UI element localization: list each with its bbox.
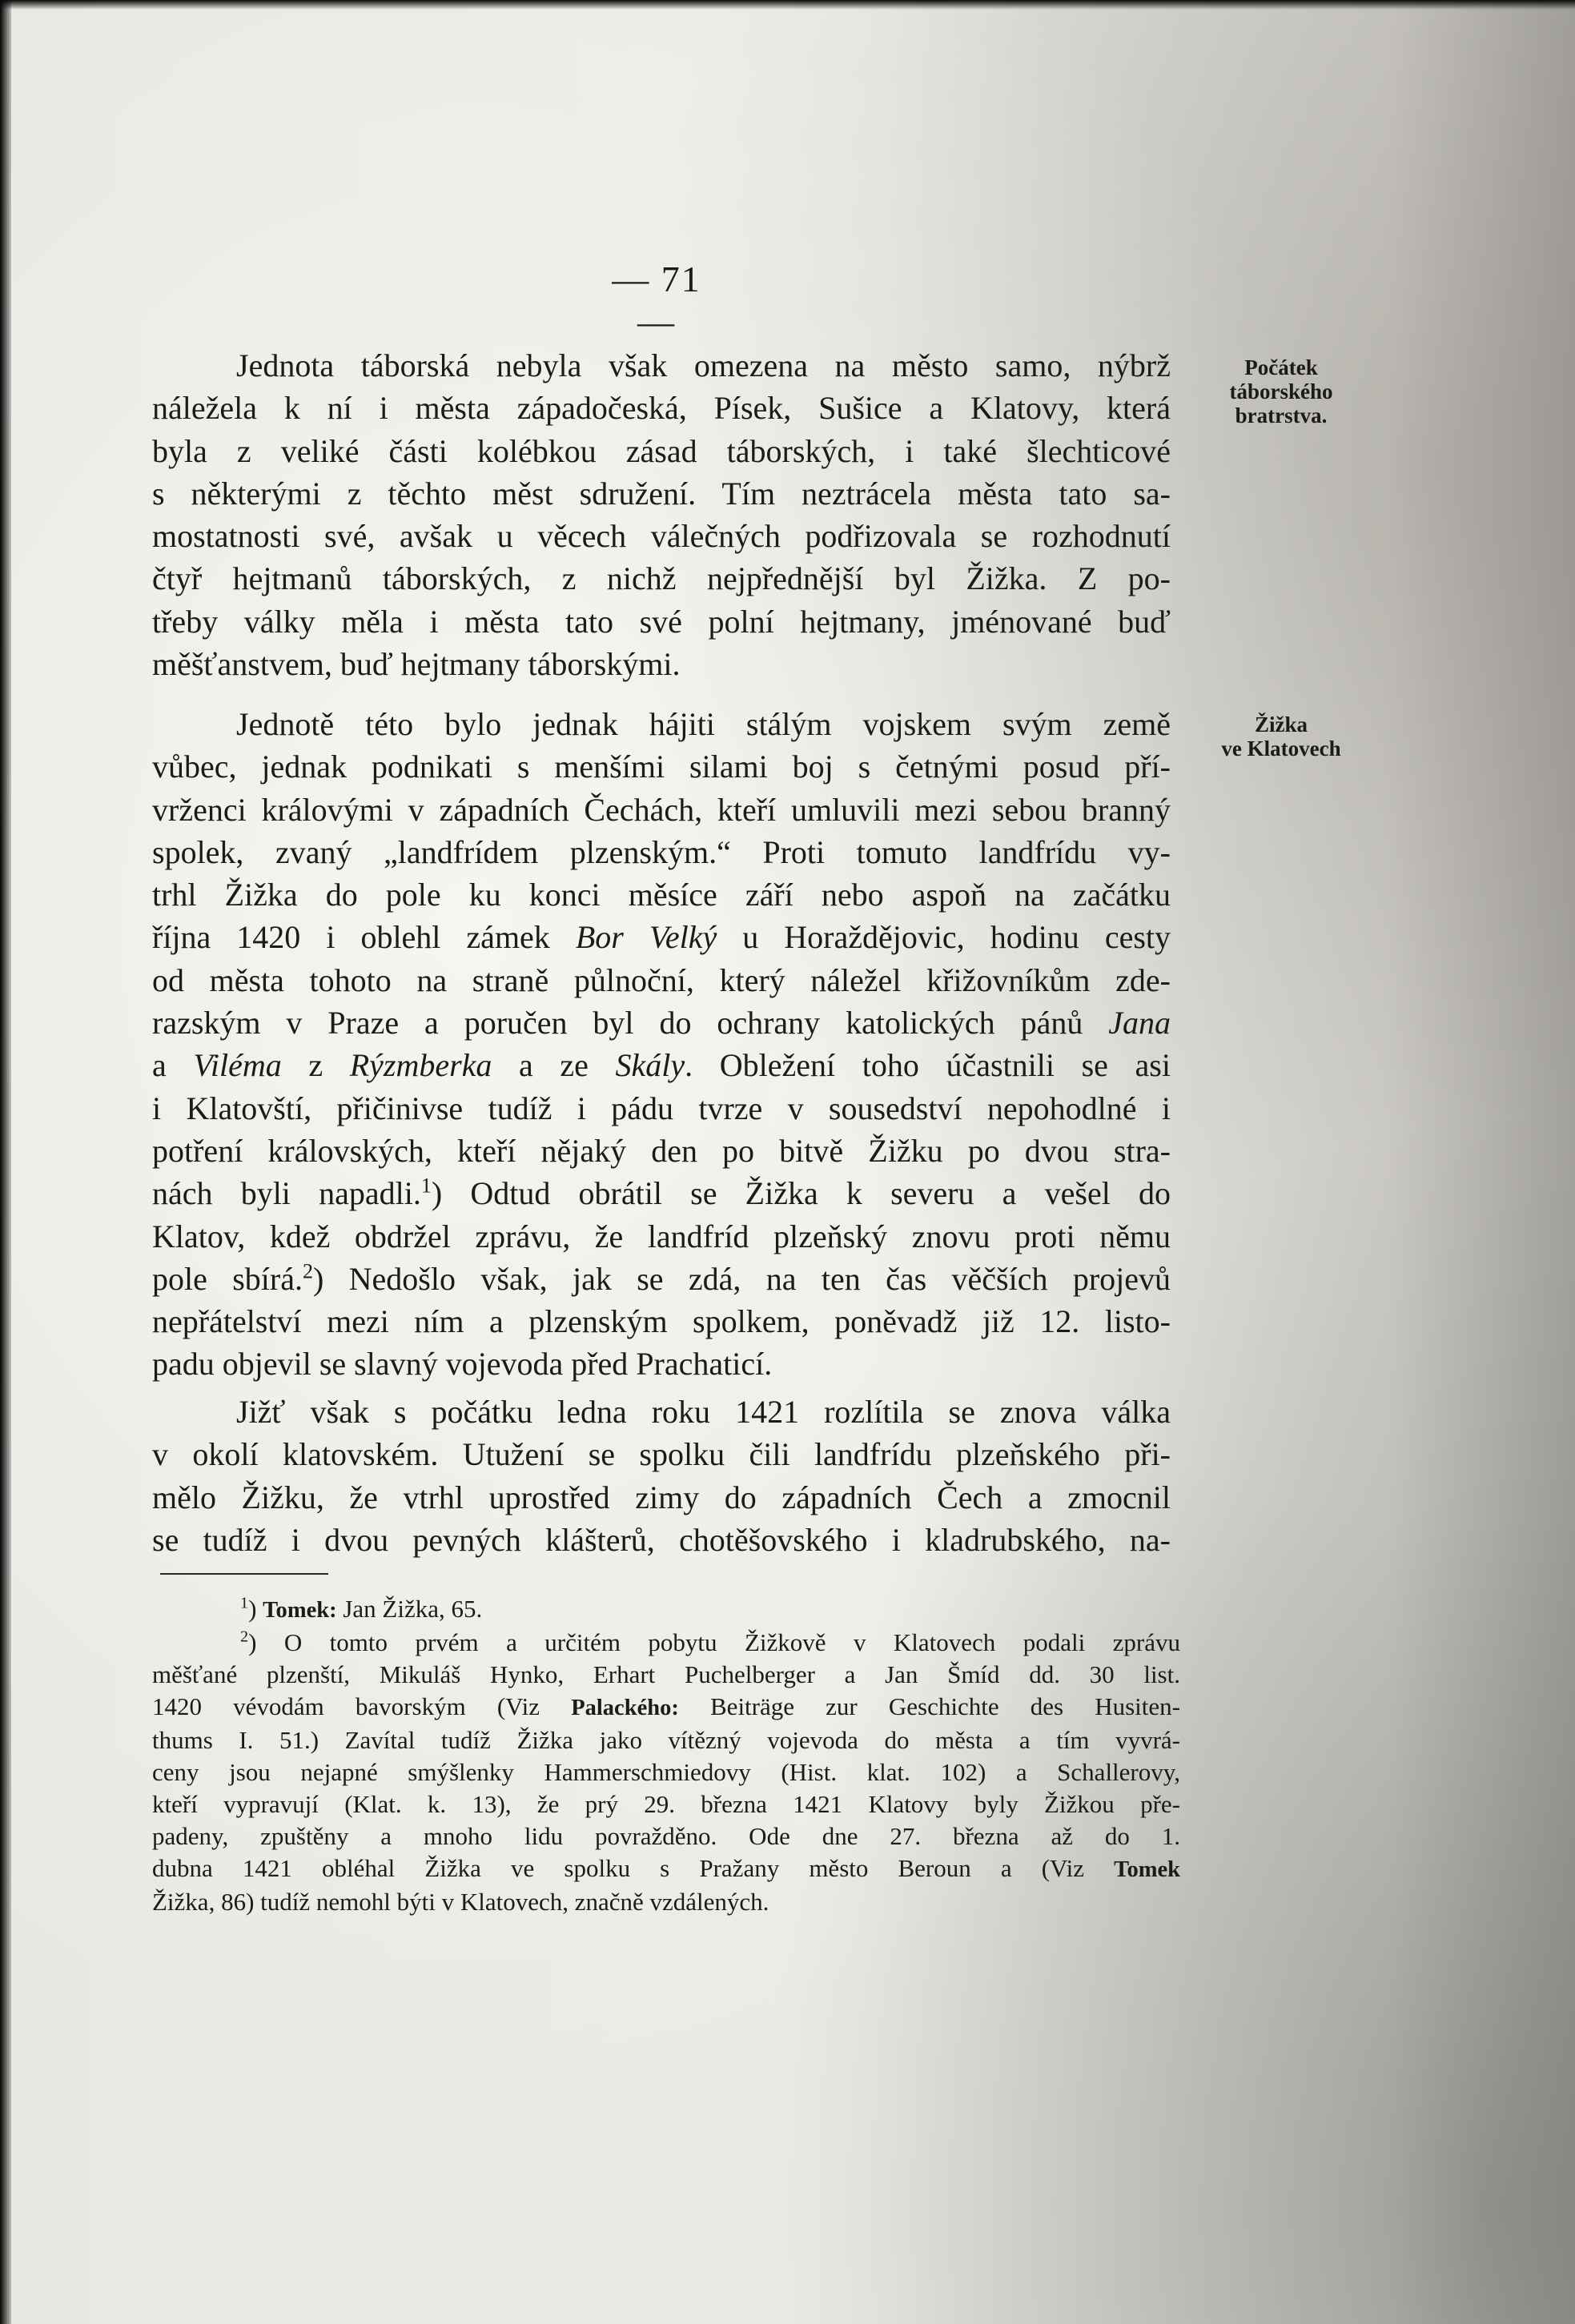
footnote-ref-1: 1 — [420, 1174, 432, 1198]
person-name-jana: Jana — [1108, 1005, 1171, 1042]
text-line: vrženci královými v západních Čechách, kteří umluvili mezi sebou branný — [152, 791, 1171, 828]
text-line: byla z veliké části kolébkou zásad táborských, i také šlechticové — [152, 432, 1171, 469]
margin-note-zizka-klatovy — [1185, 712, 1377, 761]
text-run: dubna 1421 obléhal Žižka ve spolku s Pražany město Beroun a (Viz — [152, 1854, 1115, 1882]
text-line — [152, 916, 1171, 958]
footnote-author: Palackého: — [571, 1696, 679, 1720]
text-run: ) Odtud obrátil se Žižka k severu a vešel do — [431, 1175, 1171, 1212]
margin-note-line: Počátek — [1244, 355, 1318, 379]
footnote-line — [152, 1691, 1180, 1724]
text-run: . Obležení toho účastnili se asi — [685, 1047, 1171, 1084]
margin-note-line: Žižka — [1254, 712, 1308, 737]
footnote-line: Žižka, 86) tudíž nemohl býti v Klatovech, značně vzdálených. — [152, 1888, 769, 1916]
paragraph-2 — [152, 703, 1171, 1386]
margin-note-pocatek — [1185, 355, 1377, 427]
text-line: mělo Žižku, že vtrhl uprostřed zimy do západních Čech a zmocnil — [152, 1479, 1171, 1515]
text-line — [152, 1258, 1171, 1300]
text-run: a — [152, 1047, 194, 1084]
text-run: nách byli napadli. — [152, 1175, 421, 1212]
text-line: Klatov, kdež obdržel zprávu, že landfríd plzeňský znovu proti němu — [152, 1218, 1171, 1254]
text-run: Beiträge zur Geschichte des Husiten- — [678, 1692, 1180, 1720]
text-line: s některými z těchto měst sdružení. Tím neztrácela města tato sa- — [152, 475, 1171, 512]
footnote-marker: 2 — [240, 1628, 249, 1646]
footnote-1: $^1$) Tomek: Jan Žižka, 65. — [240, 1594, 483, 1623]
text-line: čtyř hejtmanů táborských, z nichž nejpřednější byl Žižka. Z po- — [152, 560, 1171, 597]
margin-note-line: ve Klatovech — [1221, 737, 1341, 761]
footnote-line: ceny jsou nejapné smýšlenky Hammerschmiedovy (Hist. klat. 102) a Schallerovy, — [152, 1758, 1180, 1786]
text-line — [152, 1044, 1171, 1086]
page-edge-shadow-left — [0, 0, 11, 2324]
margin-note-line: táborského — [1229, 379, 1333, 403]
footnote-line: padeny, zpuštěny a mnoho lidu povražděno. Ode dne 27. března až do 1. — [152, 1822, 1180, 1850]
text-line — [152, 1172, 1171, 1214]
footnote-author: Tomek — [1114, 1857, 1180, 1882]
text-line: mostatnosti své, avšak u věcech válečných podřizovala se rozhodnutí — [152, 518, 1171, 555]
paragraph-1 — [152, 344, 1171, 685]
text-line: se tudíž i dvou pevných klášterů, chotěšovského i kladrubského, na- — [152, 1521, 1171, 1558]
text-line: potření královských, kteří nějaký den po bitvě Žižku po dvou stra- — [152, 1132, 1171, 1169]
text-line: spolek, zvaný „landfrídem plzenským.“ Proti tomuto landfrídu vy- — [152, 833, 1171, 870]
text-line: Jednotě této bylo jednak hájiti stálým vojskem svým země — [236, 706, 1171, 742]
text-line: Jednota táborská nebyla však omezena na město samo, nýbrž — [236, 347, 1171, 383]
paragraph-3 — [152, 1391, 1171, 1561]
footnote-line: thums I. 51.) Zavítal tudíž Žižka jako vítězný vojevoda do města a tím vyvrá- — [152, 1726, 1180, 1754]
margin-note-line: bratrstva. — [1235, 403, 1328, 427]
page-number: — 71 — — [612, 259, 701, 342]
text-run: ) O tomto prvém a určitém pobytu Žižkově v Klatovech podali zprávu — [248, 1628, 1180, 1656]
footnote-ref-2: 2 — [302, 1259, 313, 1283]
footnote-divider — [160, 1573, 328, 1575]
text-line: padu objevil se slavný vojevoda před Prachaticí. — [152, 1346, 773, 1383]
text-line: v okolí klatovském. Utužení se spolku čili landfrídu plzeňského při- — [152, 1436, 1171, 1473]
text-run: ) Nedošlo však, jak se zdá, na ten čas věčších projevů — [312, 1260, 1171, 1297]
footnote-marker: 1 — [240, 1594, 249, 1612]
page-edge-shadow-top — [0, 0, 1575, 10]
text-run: pole sbírá. — [152, 1260, 303, 1297]
text-line: nepřátelství mezi ním a plzenským spolkem, poněvadž již 12. listo- — [152, 1303, 1171, 1340]
footnotes — [152, 1593, 1180, 1918]
text-line: vůbec, jednak podnikati s menšími silami boj s četnými posud pří- — [152, 749, 1171, 785]
text-line: třeby války měla i města tato své polní hejtmany, jménované buď — [152, 603, 1171, 640]
text-run: Jan Žižka, 65. — [336, 1595, 483, 1623]
footnote-2 — [152, 1627, 1180, 1659]
footnote-line — [152, 1852, 1180, 1886]
text-run: u Horaždějovic, hodinu cesty — [717, 919, 1171, 956]
text-line — [152, 1001, 1171, 1044]
text-line: od města tohoto na straně půlnoční, který náležel křižovníkům zde- — [152, 961, 1171, 998]
place-name-ryzmberka: Rýzmberka — [349, 1047, 492, 1084]
text-run: z — [281, 1047, 350, 1084]
place-name-bor-velky: Bor Velký — [575, 919, 717, 956]
footnote-author: Tomek: — [263, 1598, 337, 1623]
person-name-vilema: Viléma — [193, 1047, 282, 1084]
footnote-line: kteří vypravují (Klat. k. 13), že prý 29. března 1421 Klatovy byly Žižkou pře- — [152, 1790, 1180, 1818]
text-run: října 1420 i oblehl zámek — [152, 919, 576, 956]
footnote-line: měšťané plzenští, Mikuláš Hynko, Erhart Puchelberger a Jan Šmíd dd. 30 list. — [152, 1660, 1180, 1688]
text-run: razským v Praze a poručen byl do ochrany katolických pánů — [152, 1005, 1109, 1042]
text-line: náležela k ní i města západočeská, Písek, Sušice a Klatovy, která — [152, 390, 1171, 427]
text-line: trhl Žižka do pole ku konci měsíce září nebo aspoň na začátku — [152, 877, 1171, 913]
text-line: měšťanstvem, buď hejtmany táborskými. — [152, 646, 681, 683]
text-line: i Klatovští, přičinivse tudíž i pádu tvrze v sousedství nepohodlné i — [152, 1090, 1171, 1126]
place-name-skaly: Skály — [615, 1047, 685, 1084]
text-line: Jižť však s počátku ledna roku 1421 rozlítila se znova válka — [236, 1394, 1171, 1430]
text-run: a ze — [492, 1047, 616, 1084]
text-run: 1420 vévodám bavorským (Viz — [152, 1692, 572, 1720]
